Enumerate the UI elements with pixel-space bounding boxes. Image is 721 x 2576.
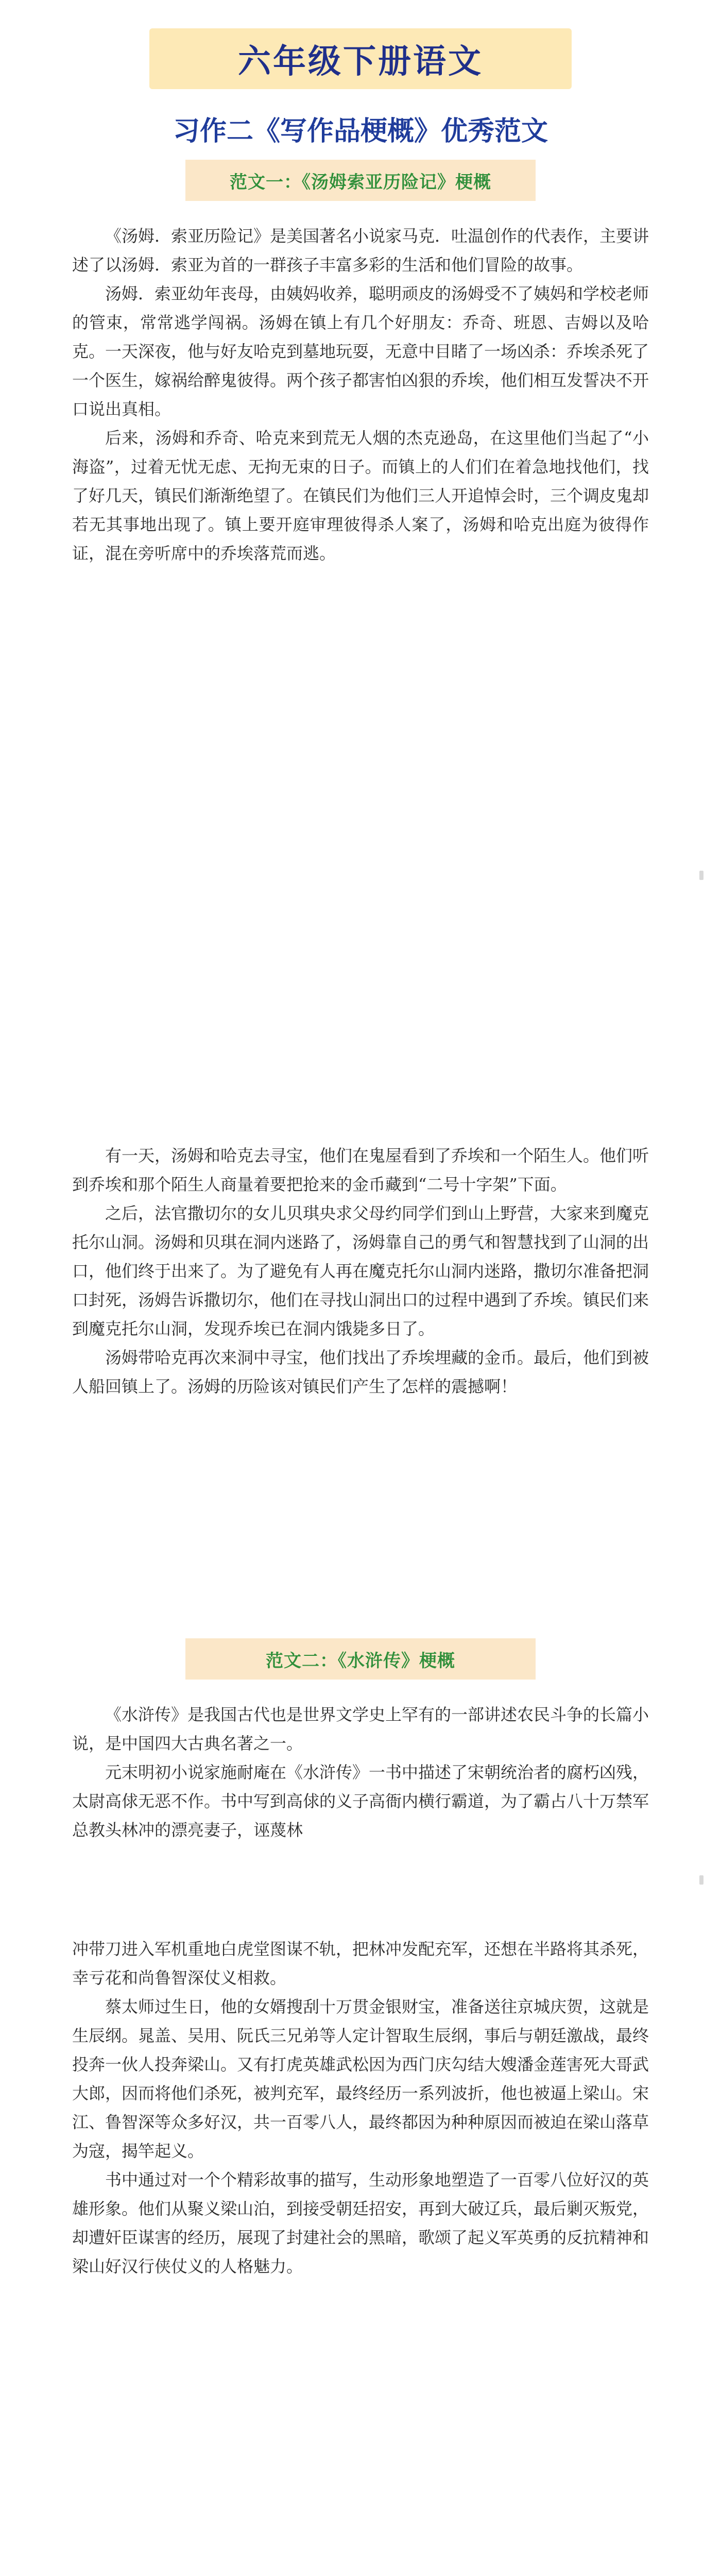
essay-paragraph: 之后，法官撒切尔的女儿贝琪央求父母约同学们到山上野营，大家来到魔克托尔山洞。汤姆和贝琪在洞内迷路了，汤姆靠自己的勇气和智慧找到了山洞的出口，他们终于出来了。为了避免有人再在魔克托尔山洞内迷路，撒切尔准备把洞口封死，汤姆告诉撒切尔，他们在寻找山洞出口的过程中遇到了乔埃。镇民们来到魔克托尔山洞，发现乔埃已在洞内饿毙多日了。: [72, 1204, 649, 1338]
essay-block-tom-sawyer-1: [72, 222, 649, 568]
essay-block-water-margin-1: [72, 1700, 649, 1844]
section-title-water-margin: 范文二：《水浒传》梗概: [266, 1650, 455, 1671]
essay-block-water-margin-2: [72, 1935, 649, 2281]
page-title: 六年级下册语文: [238, 43, 483, 81]
essay-paragraph: 蔡太师过生日，他的女婿搜刮十万贯金银财宝，准备送往京城庆贺，这就是生辰纲。晁盖、吴用、阮氏三兄弟等人定计智取生辰纲，事后与朝廷激战，最终投奔一伙人投奔梁山。又有打虎英雄武松因为西门庆勾结大嫂潘金莲害死大哥武大郎，因而将他们杀死，被判充军，最终经历一系列波折，他也被逼上梁山。宋江、鲁智深等众多好汉，共一百零八人，最终都因为种种原因而被迫在梁山落草为寇，揭竿起义。: [72, 1997, 649, 2161]
essay-paragraph: 有一天，汤姆和哈克去寻宝，他们在鬼屋看到了乔埃和一个陌生人。他们听到乔埃和那个陌生人商量着要把抢来的金币藏到“二号十字架”下面。: [72, 1146, 649, 1194]
essay-paragraph: 《水浒传》是我国古代也是世界文学史上罕有的一部讲述农民斗争的长篇小说，是中国四大古典名著之一。: [72, 1705, 649, 1753]
essay-paragraph: 冲带刀进入军机重地白虎堂图谋不轨，把林冲发配充军，还想在半路将其杀死，幸亏花和尚鲁智深仗义相救。: [72, 1939, 649, 1988]
essay-paragraph: 《汤姆．索亚历险记》是美国著名小说家马克．吐温创作的代表作，主要讲述了以汤姆．索亚为首的一群孩子丰富多彩的生活和他们冒险的故事。: [72, 226, 649, 275]
section-banner-water-margin: [185, 1638, 536, 1680]
section-title-tom-sawyer: 范文一：《汤姆索亚历险记》梗概: [230, 172, 491, 193]
essay-paragraph: 元末明初小说家施耐庵在《水浒传》一书中描述了宋朝统治者的腐朽凶残，太尉高俅无恶不作。书中写到高俅的义子高衙内横行霸道，为了霸占八十万禁军总教头林冲的漂亮妻子，诬蔑林: [72, 1762, 649, 1840]
essay-paragraph: 汤姆．索亚幼年丧母，由姨妈收养，聪明顽皮的汤姆受不了姨妈和学校老师的管束，常常逃学闯祸。汤姆在镇上有几个好朋友：乔奇、班恩、吉姆以及哈克。一天深夜，他与好友哈克到墓地玩耍，无意中目睹了一场凶杀：乔埃杀死了一个医生，嫁祸给醉鬼彼得。两个孩子都害怕凶狠的乔埃，他们相互发誓决不开口说出真相。: [72, 284, 649, 419]
section-banner-tom-sawyer: [185, 160, 536, 201]
page-title-banner: [149, 28, 572, 89]
essay-paragraph: 书中通过对一个个精彩故事的描写，生动形象地塑造了一百零八位好汉的英雄形象。他们从聚义梁山泊，到接受朝廷招安，再到大破辽兵，最后剿灭叛党，却遭奸臣谋害的经历，展现了封建社会的黑暗，歌颂了起义军英勇的反抗精神和梁山好汉行侠仗义的人格魅力。: [72, 2170, 649, 2276]
page-subtitle: 习作二《写作品梗概》优秀范文: [173, 116, 548, 147]
essay-block-tom-sawyer-2: [72, 1141, 649, 1401]
page-edge-marker: [699, 871, 703, 880]
essay-paragraph: 后来，汤姆和乔奇、哈克来到荒无人烟的杰克逊岛，在这里他们当起了“小海盗”，过着无忧无虑、无拘无束的日子。而镇上的人们们在着急地找他们，找了好几天，镇民们渐渐绝望了。在镇民们为他们三人开追悼会时，三个调皮鬼却若无其事地出现了。镇上要开庭审理彼得杀人案了，汤姆和哈克出庭为彼得作证，混在旁听席中的乔埃落荒而逃。: [72, 428, 649, 563]
page-edge-marker: [699, 1875, 703, 1885]
essay-paragraph: 汤姆带哈克再次来洞中寻宝，他们找出了乔埃埋藏的金币。最后，他们到被人船回镇上了。汤姆的历险该对镇民们产生了怎样的震撼啊！: [72, 1348, 649, 1396]
